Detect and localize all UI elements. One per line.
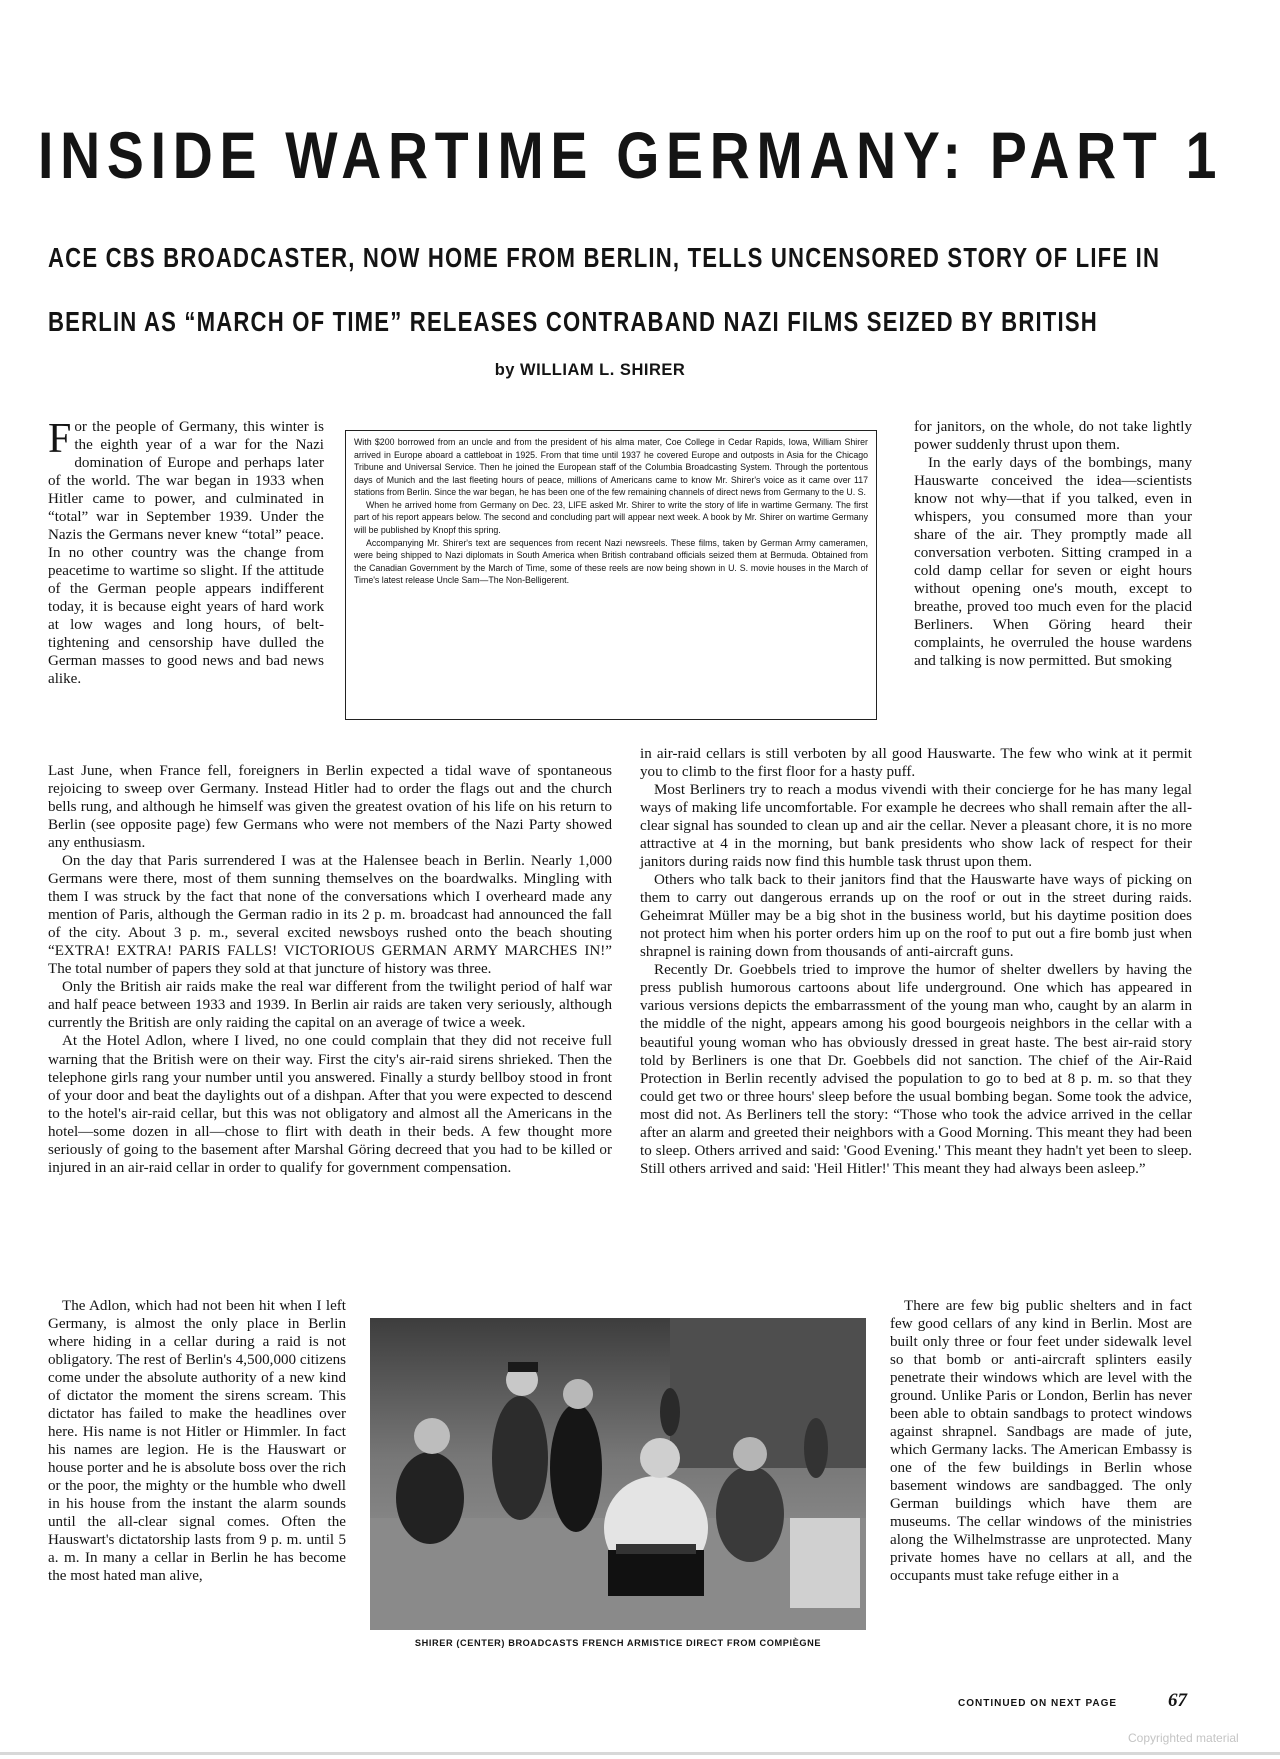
- body-paragraph: Recently Dr. Goebbels tried to improve the humor of shelter dwellers by having the press publish humorous cartoons about life underground. One which has appeared in various versions depicts the embarrassment of the young man who, caught by an alarm in the middle of the night, appears among his good bourgeois neighbors in the cellar with a beautiful young woman who has obviously dressed in great haste. The best air-raid story told by Berliners is one that Dr. Goebbels did not sanction. The chief of the Air-Raid Protection in Berlin recently advised the population to go to bed at 8 p. m. so that they could get two or three hours' sleep before the usual bombing began. Some took the advice, most did not. As Berliners tell the story: “Those who took the advice arrived in the cellar after an alarm and greeted their neighbors with a Good Morning. This meant they had been to sleep. Others arrived and said: 'Good Evening.' This meant they hadn't yet been to sleep. Still others arrived and said: 'Heil Hitler!' This meant they had always been asleep.”: [640, 962, 1192, 1177]
- continued-notice: CONTINUED ON NEXT PAGE: [958, 1698, 1118, 1709]
- left-wide-column: [48, 762, 612, 1177]
- byline: by WILLIAM L. SHIRER: [494, 361, 686, 379]
- body-paragraph: in air-raid cellars is still verboten by all good Hauswarte. The few who wink at it permit you to climb to the first floor for a hasty puff.: [640, 746, 1192, 781]
- body-paragraph: There are few big public shelters and in fact few good cellars of any kind in Berlin. Most are built only three or four feet under sidewalk level so that bomb or anti-aircraft splinters easily penetrate their windows which are level with the ground. Unlike Paris or London, Berlin has never been able to obtain sandbags to protect windows against shrapnel. Sandbags are made of jute, which Germany lacks. The American Embassy is one of the few buildings in Berlin whose basement windows are sandbagged. The only German buildings which have them are museums. The cellar windows of the ministries along the Wilhelmstrasse are unprotected. Many private homes have no cellars at all, and the occupants must take refuge either in a: [890, 1298, 1192, 1585]
- body-paragraph: In the early days of the bombings, many Hauswarte conceived the idea—scientists know not why—that if you talked, even in whispers, you consumed more than your share of the air. They promptly made all conversation verboten. Sitting cramped in a cold damp cellar for seven or eight hours without opening one's mouth, except to breathe, proved too much even for the placid Berliners. When Göring heard their complaints, he overruled the house wardens and talking is now permitted. But smoking: [914, 455, 1192, 670]
- article-subtitle-line-2: BERLIN AS “MARCH OF TIME” RELEASES CONTRABAND NAZI FILMS SEIZED BY BRITISH: [48, 306, 1098, 337]
- column-3-top: [914, 418, 1192, 670]
- body-paragraph: for janitors, on the whole, do not take lightly power suddenly thrust upon them.: [914, 419, 1192, 454]
- sidebar-paragraph: When he arrived home from Germany on Dec. 23, LIFE asked Mr. Shirer to write the story of life in wartime Germany. The first part of his report appears below. The second and concluding part will appear next week. A book by Mr. Shirer on wartime Germany will be published by Knopf this spring.: [354, 499, 868, 536]
- body-paragraph: At the Hotel Adlon, where I lived, no one could complain that they did not receive full warning that the British were on their way. First the city's air-raid sirens shrieked. Then the telephone girls rang your number until you answered. Finally a sturdy bellboy stood in front of your door and beat the daylights out of a dishpan. After that you were expected to descend to the hotel's air-raid cellar, but this was not obligatory and almost all the Americans in the hotel—some dozen in all—chose to flirt with death in their beds. A few thought more seriously of going to the basement after Marshal Göring decreed that you had to be killed or injured in an air-raid cellar in order to qualify for government compensation.: [48, 1033, 612, 1176]
- body-paragraph: Most Berliners try to reach a modus vivendi with their concierge for he has many legal ways of making life uncomfortable. For example he decrees who shall remain after the all-clear signal has sounded to clean up and air the cellar. Never a pleasant chore, it is no more attractive at 4 in the morning, but bank presidents who show lack of respect for their janitors during raids now find this humble task thrust upon them.: [640, 782, 1192, 871]
- bottom-divider: [0, 1752, 1280, 1755]
- right-wide-column: [640, 745, 1192, 1178]
- photo-caption: SHIRER (CENTER) BROADCASTS FRENCH ARMISTICE DIRECT FROM COMPIÈGNE: [414, 1638, 822, 1648]
- newsreel-photo: [370, 1318, 866, 1630]
- article-title: INSIDE WARTIME GERMANY: PART 1: [38, 118, 1224, 192]
- opening-paragraph-text: or the people of Germany, this winter is the eighth year of a war for the Nazi domination of Europe and perhaps later of the world. The war began in 1933 when Hitler came to power, and culminated in “total” war in September 1939. Under the Nazis the Germans never knew “total” peace. In no other country was the change from peacetime to wartime so slight. If the attitude of the German people appears indifferent today, it is because eight years of hard work at low wages and long hours, of belt-tightening and censorship have dulled the German masses to good news and bad news alike.: [48, 419, 324, 688]
- body-paragraph: On the day that Paris surrendered I was at the Halensee beach in Berlin. Nearly 1,000 Germans were there, most of them sunning themselves on the boardwalks. Mingling with them I was struck by the fact that none of the conversations which I overheard made any mention of Paris, although the German radio in its 2 p. m. broadcast had announced the fall of the city. About 3 p. m., several excited newsboys rushed onto the beach shouting “EXTRA! EXTRA! PARIS FALLS! VICTORIOUS GERMAN ARMY MARCHES IN!” The total number of papers they sold at that juncture of history was three.: [48, 853, 612, 978]
- opening-paragraph: [48, 418, 324, 688]
- sidebar-paragraph: Accompanying Mr. Shirer's text are sequences from recent Nazi newsreels. These films, taken by German Army cameramen, were being shipped to Nazi diplomats in South America when British contraband officials seized them at Bermuda. Obtained from the Canadian Government by the March of Time, some of these reels are now being shown in U. S. movie houses in the March of Time's latest release Uncle Sam—The Non-Belligerent.: [354, 537, 868, 586]
- body-paragraph: The Adlon, which had not been hit when I left Germany, is almost the only place in Berlin where hiding in a cellar during a raid is not obligatory. The rest of Berlin's 4,500,000 citizens come under the absolute authority of a new kind of dictator the moment the sirens scream. This dictator has failed to make the headlines over here. His name is not Hitler or Himmler. In fact his names are legion. He is the Hauswart or house porter and he is absolute boss over the rich or the poor, the mighty or the humble who dwell in his house from the instant the alarm sounds until the all-clear signal comes. Often the Hauswart's dictatorship lasts from 9 p. m. until 5 a. m. In many a cellar in Berlin he has become the most hated man alive,: [48, 1298, 346, 1585]
- page-number: 67: [1168, 1690, 1187, 1711]
- article-subtitle-line-1: ACE CBS BROADCASTER, NOW HOME FROM BERLIN, TELLS UNCENSORED STORY OF LIFE IN: [48, 242, 1161, 273]
- copyright-watermark: Copyrighted material: [1128, 1731, 1239, 1745]
- body-paragraph: Only the British air raids make the real war different from the twilight period of half war and half peace between 1933 and 1939. In Berlin air raids are taken very seriously, although currently the British are only raiding the capital on an average of twice a week.: [48, 979, 612, 1032]
- drop-cap: F: [48, 416, 72, 462]
- column-3-bottom: [890, 1297, 1192, 1586]
- column-1-top: [48, 418, 324, 688]
- photo-illustration: [370, 1318, 866, 1630]
- sidebar-paragraph: With $200 borrowed from an uncle and from the president of his alma mater, Coe College in Cedar Rapids, Iowa, William Shirer arrived in Europe aboard a cattleboat in 1925. From that time until 1937 he covered Europe and outposts in Asia for the Chicago Tribune and Universal Service. Then he joined the European staff of the Columbia Broadcasting System. Through the portentous days of Munich and the last fleeting hours of peace, millions of Americans came to know Mr. Shirer's voice as it came over 117 stations from Berlin. Since the war began, he has been one of the few remaining channels of direct news from Germany to the U. S.: [354, 437, 868, 498]
- author-sidebar-box: [345, 430, 877, 720]
- body-paragraph: Others who talk back to their janitors find that the Hauswarte have ways of picking on them to carry out dangerous errands up on the roof or out in the street during raids. Geheimrat Müller may be a big shot in the business world, but his daytime position does not protect him when his porter orders him up on the roof to put out a fire bomb just when shrapnel is raining down from thousands of anti-aircraft guns.: [640, 872, 1192, 961]
- body-paragraph: Last June, when France fell, foreigners in Berlin expected a tidal wave of spontaneous rejoicing to sweep over Germany. Instead Hitler had to order the flags out and the church bells rung, and although he himself was given the greatest ovation of his life on his return to Berlin (see opposite page) few Germans who were not members of the Nazi Party showed any enthusiasm.: [48, 763, 612, 852]
- column-1-bottom: [48, 1297, 346, 1586]
